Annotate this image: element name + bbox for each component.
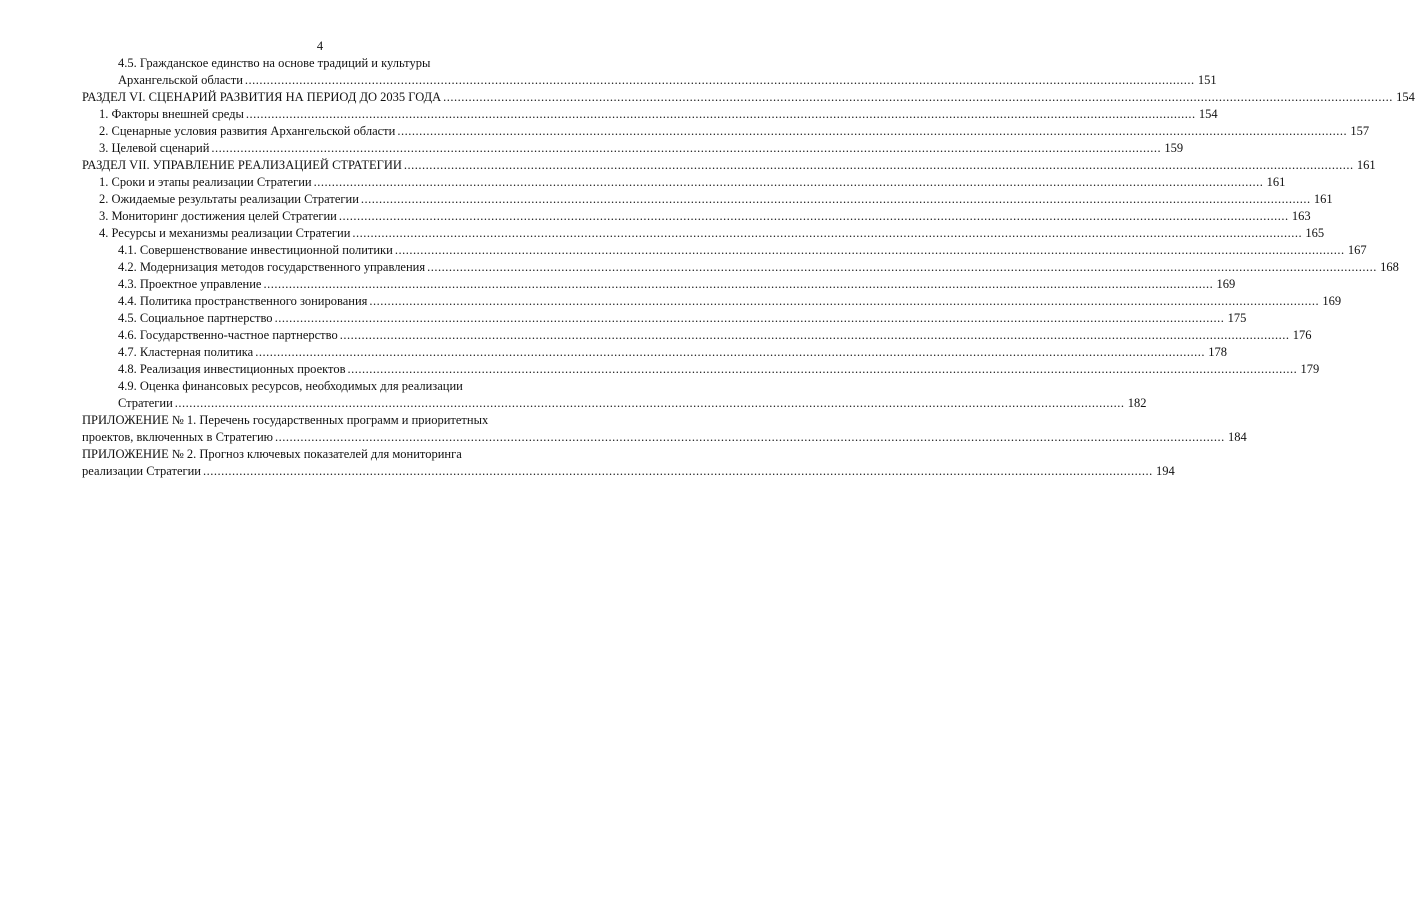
toc-page-number: 151 [1197,73,1217,87]
dot-leader [175,395,1125,412]
toc-entry-title: ПРИЛОЖЕНИЕ № 1. Перечень государственных программ и приоритетных [82,413,489,427]
toc-entry-title: 4.6. Государственно-частное партнерство [118,328,338,342]
dot-leader [245,72,1195,89]
dot-leader [246,106,1196,123]
toc-entry-title: 4.8. Реализация инвестиционных проектов [118,362,346,376]
dot-leader [361,191,1311,208]
toc-entry-7-4-4[interactable] [82,293,1342,310]
toc-entry-7-3[interactable] [82,208,1311,225]
toc-page-number: 194 [1156,464,1175,478]
dot-leader [443,89,1393,106]
toc-entry-title: 4. Ресурсы и механизмы реализации Стратегии [99,226,351,240]
toc-page-number: 169 [1322,294,1342,308]
dot-leader [275,429,1225,446]
toc-entry-title: 2. Сценарные условия развития Архангельской области [99,124,396,138]
toc-entry-7-4[interactable] [82,225,1325,242]
toc-entry-7-4-2[interactable] [82,259,1399,276]
toc-page-number: 161 [1356,158,1376,172]
toc-entry-title: РАЗДЕЛ VII. УПРАВЛЕНИЕ РЕАЛИЗАЦИЕЙ СТРАТЕГИИ [82,158,402,172]
toc-page-number: 161 [1266,175,1286,189]
dot-leader [340,327,1290,344]
toc-page-number: 159 [1164,141,1184,155]
toc-entry-7-1[interactable] [82,174,1286,191]
dot-leader [255,344,1205,361]
toc-page-number: 175 [1227,311,1247,325]
dot-leader [211,140,1161,157]
toc-entry-7-4-9[interactable] [82,378,1147,412]
toc-entry-title: РАЗДЕЛ VI. СЦЕНАРИЙ РАЗВИТИЯ НА ПЕРИОД ДО 2035 ГОДА [82,90,442,104]
toc-page-number: 182 [1127,396,1147,410]
toc-entry-title: 3. Целевой сценарий [99,141,210,155]
toc-entry-7-4-3[interactable] [82,276,1236,293]
toc-entry-7-4-8[interactable] [82,361,1320,378]
toc-entry-title: 4.9. Оценка финансовых ресурсов, необходимых для реализации [118,379,463,393]
toc-entry-title-cont: реализации Стратегии [82,464,201,478]
toc-entry-title: 4.5. Гражданское единство на основе традиций и культуры [118,56,431,70]
toc-page-number: 154 [1396,90,1415,104]
toc-entry-6-2[interactable] [82,123,1370,140]
dot-leader [369,293,1319,310]
toc-page-number: 165 [1305,226,1325,240]
dot-leader [203,463,1153,480]
toc-page-number: 161 [1313,192,1333,206]
toc-entry-title-cont: Стратегии [118,396,173,410]
toc-entry-7-4-6[interactable] [82,327,1312,344]
toc-entry-title: 1. Факторы внешней среды [99,107,244,121]
toc-appendix-1[interactable] [82,412,1247,446]
toc-appendix-2[interactable] [82,446,1175,480]
toc-section-6[interactable] [82,89,1415,106]
toc-entry-title: 4.1. Совершенствование инвестиционной политики [118,243,393,257]
dot-leader [275,310,1225,327]
toc-entry-title: 4.4. Политика пространственного зонирования [118,294,368,308]
toc-page-number: 154 [1198,107,1218,121]
dot-leader [347,361,1297,378]
dot-leader [352,225,1302,242]
toc-entry-title: ПРИЛОЖЕНИЕ № 2. Прогноз ключевых показателей для мониторинга [82,447,462,461]
toc-entry-title-cont: Архангельской области [118,73,243,87]
toc-entry-title: 4.5. Социальное партнерство [118,311,273,325]
dot-leader [404,157,1354,174]
dot-leader [427,259,1377,276]
toc-entry-title: 1. Сроки и этапы реализации Стратегии [99,175,312,189]
toc-entry-6-3[interactable] [82,140,1184,157]
toc-page-number: 169 [1216,277,1236,291]
dot-leader [339,208,1289,225]
toc-entry-7-4-5[interactable] [82,310,1247,327]
toc-entry-7-4-7[interactable] [82,344,1227,361]
toc-entry-title: 2. Ожидаемые результаты реализации Стратегии [99,192,359,206]
toc-page-number: 179 [1300,362,1320,376]
dot-leader [395,242,1345,259]
toc-page-number: 178 [1208,345,1227,359]
toc-entry-title: 3. Мониторинг достижения целей Стратегии [99,209,337,223]
toc-page-number: 157 [1350,124,1370,138]
page-number: 4 [316,39,324,53]
toc-entry-7-2[interactable] [82,191,1333,208]
toc-entry-title: 4.3. Проектное управление [118,277,262,291]
toc-entry-6-1[interactable] [82,106,1218,123]
toc-page-number: 168 [1380,260,1399,274]
dot-leader [397,123,1347,140]
toc-page-number: 167 [1347,243,1367,257]
dot-leader [263,276,1213,293]
toc-section-7[interactable] [82,157,1376,174]
table-of-contents [82,55,1415,480]
toc-entry-title: 4.7. Кластерная политика [118,345,254,359]
toc-entry-7-4-1[interactable] [82,242,1367,259]
toc-entry-4-5[interactable] [82,55,1217,89]
toc-entry-title: 4.2. Модернизация методов государственного управления [118,260,426,274]
toc-page-number: 184 [1228,430,1247,444]
toc-page-number: 163 [1291,209,1311,223]
dot-leader [314,174,1264,191]
toc-entry-title-cont: проектов, включенных в Стратегию [82,430,274,444]
toc-page-number: 176 [1292,328,1312,342]
